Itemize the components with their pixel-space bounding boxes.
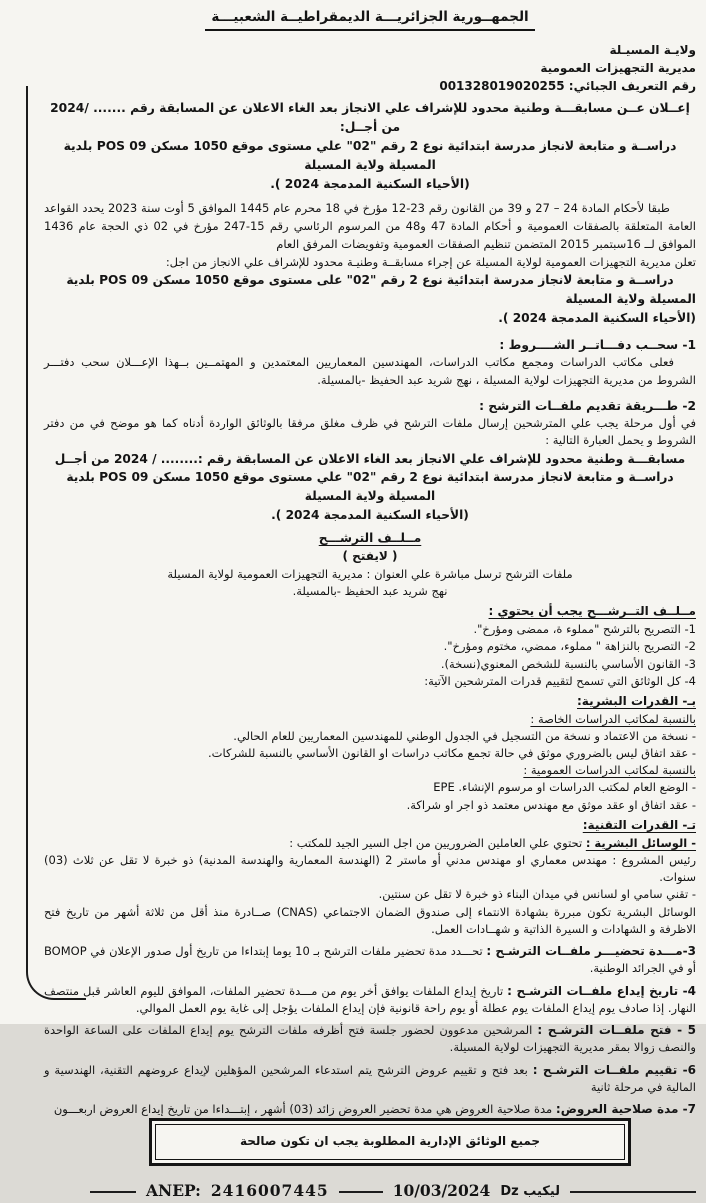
section6-label: 6- تقييم ملفــات الترشـح :	[532, 1062, 696, 1077]
tax-id-value: 001328019020255	[439, 78, 565, 93]
announcement-title-line2: دراســة و متابعة لانجاز مدرسة ابتدائية نوع 2 رقم "02" علي مستوى موقع 1050 مسكن POS 09 بلدية المسيلة ولاية المسيلة	[63, 139, 677, 173]
envelope-mention-line3: (الأحياء السكنية المدمجة 2024 ).	[271, 508, 469, 523]
human-means-text: تحتوي علي العاملين الضروريين من اجل السير الجيد للمكتب :	[289, 835, 586, 850]
section7-text: مدة صلاحية العروض هي مدة تحضير العروض زائد (03) أشهر ، إبتـــداءا من تاريخ إيداع العروض اربعـــون	[53, 1102, 556, 1117]
section4-text: تاريخ إيداع الملفات يوافق أخر يوم من مـــدة تحضير الملفات، الموافق لليوم العاشر قبل منتصف النهار. إذا صادف يوم إيداع الملفات يوم عطلة أو يوم راحة قانونية فإن إيداع الملفات يؤجل إلى غاية يوم العمل الموالي.	[44, 983, 696, 1015]
republic-header: الجمهــورية الجزائريـــة الديمقراطيــة الشعبيـــة	[205, 8, 534, 31]
footer-rule-middle	[339, 1191, 383, 1193]
footer-rule-left	[90, 1191, 136, 1193]
list-item: - عقد اتفاق او عقد موثق مع مهندس معتمد ذو اجر او شراكة.	[406, 797, 696, 812]
human-means-line	[44, 835, 696, 852]
technician-requirement: - تقني سامي او لسانس في ميدان البناء ذو خبرة لا تقل عن سنتين.	[378, 887, 696, 902]
cnas-justification: الوسائل البشرية تكون مبررة بشهادة الانتماء إلى صندوق الضمان الاجتماعي (CNAS) صــادرة منذ أقل من ثلاثة أشهر من تاريخ فتح الاظرفة و الشهادات و السيرة الذاتية و شهــادات العمل.	[44, 904, 696, 936]
private-offices-list	[44, 728, 696, 763]
section3-text: تحـــدد مدة تحضير ملفات الترشح بـ 10 يوما إبتداءا من تاريخ أول صدور الإعلان في BOMOP أو في الجرائد الوطنية.	[44, 944, 696, 976]
private-offices-heading: بالنسبة لمكاتب الدراسات الخاصة :	[530, 711, 696, 726]
submission-address-line1: ملفات الترشح ترسل مباشرة علي العنوان : مديرية التجهيزات العمومية لولاية المسيلة	[167, 566, 573, 581]
human-capacities-heading: بـ- القدرات البشرية:	[577, 694, 696, 709]
section1-body	[44, 354, 696, 389]
envelope-mention-line2: دراســة و متابعة لانجاز مدرسة ابتدائية نوع 2 رقم "02" علي مستوى موقع 1050 مسكن POS 09 بلدية المسيلة ولاية المسيلة	[66, 470, 674, 504]
notice-box-text: جميع الوثائق الإدارية المطلوبة يجب ان تكون صالحة	[155, 1124, 625, 1160]
file-contents-heading: مــلــف التــرشـــح يجب أن يحتوي :	[488, 604, 696, 619]
tax-id-label: رقم التعريف الجبائي:	[568, 78, 696, 93]
file-contents-item: 1- التصريح بالترشح "مملوء ة، ممضى ومؤرخ".	[473, 622, 696, 637]
section4-label: 4- تاريخ إيداع ملفــات الترشـح :	[507, 983, 696, 998]
section1-heading: 1- سحــب دفـــاتــر الشــــروط :	[499, 338, 696, 353]
footer-rule-right	[570, 1191, 696, 1193]
section3-preparation-duration	[44, 942, 696, 978]
list-item: - الوضع العام لمكتب الدراسات او مرسوم الإنشاء. EPE	[433, 780, 696, 795]
publication-date: 10/03/2024	[392, 1181, 491, 1201]
project-description: دراســة و متابعة لانجاز مدرسة ابتدائية نوع 2 رقم "02" على مستوى موقع 1050 مسكن POS 09 بلدية المسيلة ولاية المسيلة	[66, 273, 696, 307]
candidacy-file-title: مــلــف الترشـــح	[318, 531, 422, 546]
legal-text: طبقا لأحكام المادة 24 – 27 و 39 من القانون رقم 23-12 مؤرخ في 18 محرم عام 1445 الموافق 5 أوت سنة 2023 يحدد القواعد العامة المتعلقة بالصفقات العمومية و أحكام المادة 47 و48 من المرسوم الرئاسي رقم 15-247 مؤرخ في 02 ذي الحجة عام 1436 الموافق لــ 16سبتمبر 2015 المتضمن تنظيم الصفقات العمومية وتفويضات المرفق العام	[44, 201, 696, 251]
section5-opening	[44, 1021, 696, 1057]
file-contents-item: 2- التصريح بالنزاهة " مملوء، ممضي، مختوم ومؤرخ".	[443, 639, 696, 654]
file-contents-item: 4- كل الوثائق التي تسمح لتقييم قدرات المترشحين الآتية:	[424, 673, 696, 688]
document-content	[44, 6, 697, 1201]
notice-box	[149, 1118, 631, 1166]
notice-box-container	[44, 1118, 696, 1166]
tax-id-line	[44, 77, 696, 95]
directorate-name: مديرية التجهيزات العمومية	[540, 60, 696, 75]
file-contents-list	[44, 621, 696, 690]
section2-heading: 2- طـــريقة تقديم ملفــات الترشح :	[479, 398, 696, 413]
announcement-statement: تعلن مديرية التجهيزات العمومية لولاية المسيلة عن إجراء مسابقــة وطنيـة محدود للإشراف علي الانجاز من اجل:	[165, 254, 696, 269]
section7-label: 7- مدة صلاحية العروض:	[555, 1102, 696, 1117]
section7-offer-validity	[44, 1100, 696, 1118]
project-program: (الأحياء السكنية المدمجة 2024 ).	[498, 311, 696, 326]
file-contents-item: 3- القانون الأساسي بالنسبة للشخص المعنوي(نسخة).	[440, 656, 696, 671]
newspaper-name: Dz ليكيب	[500, 1183, 561, 1199]
announcement-title-line1: إعــلان عــن مسابقـــة وطنية محدود للإشراف علي الانجاز بعد الغاء الاعلان عن المسابقة رقم ....... /2024 من أجــل:	[50, 100, 690, 135]
project-manager-requirement: رئيس المشروع : مهندس معماري او مهندس مدني أو ماستر 2 (الهندسة المعمارية والهندسة المدنية) ذو خبرة لا تقل عن ثلاث (03) سنوات.	[44, 852, 697, 885]
section6-text: بعد فتح و تقييم عروض الترشح يتم استدعاء المرشحين المؤهلين لإيداع عروضهم التقنية، الهندسية و المالية في مرحلة ثانية	[44, 1062, 696, 1094]
section4-deposit-date	[44, 982, 696, 1018]
public-offices-heading: بالنسبة لمكاتب الدراسات العمومية :	[523, 763, 696, 778]
announcement-title	[44, 99, 696, 194]
human-means-label: - الوسائل البشرية :	[585, 835, 696, 850]
section1-text: فعلى مكاتب الدراسات ومجمع مكاتب الدراسات، المهندسين المعماريين المعتمدين و المهتمــين بــهذا الإعـــلان سحب دفتـــر الشروط من مديرية التجهيزات لولاية المسيلة ، نهج شريد عبد الحفيظ -بالمسيلة.	[44, 355, 696, 387]
issuer-block	[44, 41, 696, 95]
list-item: - عقد اتفاق ليس بالضروري موثق في حالة تجمع مكاتب دراسات او القانون الأساسي بالنسبة للشركات.	[207, 746, 696, 761]
list-item: - نسخة من الاعتماد و نسخة من التسجيل في الجدول الوطني للمهندسين المعماريين للعام الحالي.	[233, 728, 696, 743]
wilaya-name: ولايـة المسيـلة	[609, 42, 696, 57]
do-not-open-label: ( لايفتح )	[342, 549, 398, 564]
anep-footer	[44, 1180, 696, 1203]
anep-number: 2416007445	[210, 1181, 329, 1201]
technical-capacities-heading: تـ- القدرات التقنية:	[582, 817, 696, 832]
section6-evaluation	[44, 1061, 696, 1097]
envelope-mention-line1: مسابقـــة وطنية محدود للإشراف علي الانجاز بعد الغاء الاعلان عن المسابقة رقم :........ / 2024 من أجــل	[54, 451, 686, 466]
section5-text: المرشحين مدعوون لحضور جلسة فتح أظرفه ملفات الترشح يوم إيداع الملفات على الساعة الواحدة والنصف زوالا بمقر مديرية التجهيزات لولاية المسيلة.	[44, 1023, 696, 1055]
submission-address-line2: نهج شريد عبد الحفيظ -بالمسيلة.	[292, 584, 448, 599]
anep-label: ANEP:	[146, 1181, 201, 1201]
section5-label: 5 - فتح ملفــات الترشـح :	[537, 1023, 697, 1038]
section3-label: 3-مـــدة تحضيـــر ملفــات الترشـح :	[486, 944, 697, 959]
section2-intro: في أول مرحلة يجب علي المترشحين إرسال ملفات الترشح في ظرف مغلق مرفقا بالوثائق الواردة أدناه كما هو موضح في من دفتر الشروط و يحمل العبارة التالية :	[44, 416, 696, 448]
announcement-title-line3: (الأحياء السكنية المدمجة 2024 ).	[270, 177, 470, 192]
legal-basis-paragraph	[44, 200, 696, 328]
public-offices-list	[44, 779, 696, 814]
